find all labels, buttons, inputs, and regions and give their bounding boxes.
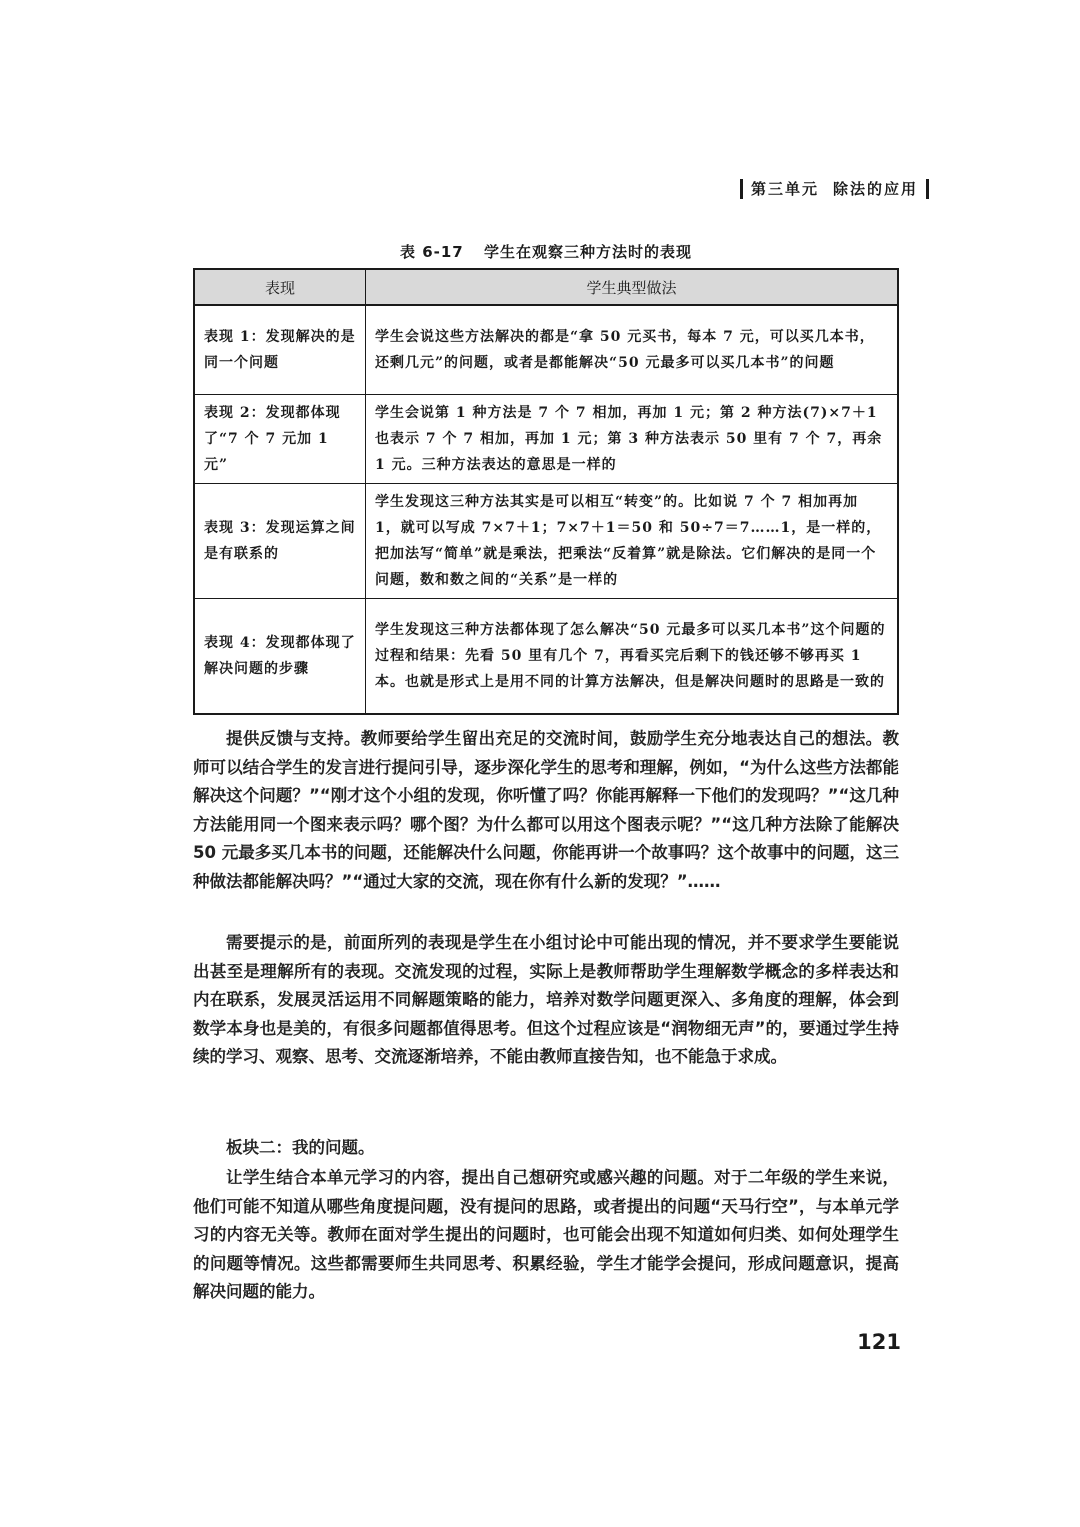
cell-performance: 表现 2：发现都体现了“7 个 7 元加 1 元” bbox=[194, 395, 366, 484]
table-row bbox=[194, 395, 898, 484]
performance-table bbox=[193, 268, 899, 715]
running-header bbox=[732, 178, 942, 199]
feedback-lead: 提供反馈与支持。 bbox=[226, 729, 361, 748]
feedback-paragraph bbox=[193, 725, 899, 897]
table-caption bbox=[193, 241, 899, 262]
table-header-row bbox=[194, 269, 898, 305]
cell-performance: 表现 4：发现都体现了解决问题的步骤 bbox=[194, 599, 366, 715]
note-paragraph bbox=[193, 929, 899, 1072]
table-row bbox=[194, 599, 898, 715]
cell-performance: 表现 3：发现运算之间是有联系的 bbox=[194, 484, 366, 599]
column-header-practice: 学生典型做法 bbox=[366, 269, 899, 305]
note-text: 需要提示的是，前面所列的表现是学生在小组讨论中可能出现的情况，并不要求学生要能说出甚至是理解所有的表现。交流发现的过程，实际上是教师帮助学生理解数学概念的多样表达和内在联系，发展灵活运用不同解题策略的能力，培养对数学问题更深入、多角度的理解，体会到数学本身也是美的，有很多问题都值得思考。但这个过程应该是“润物细无声”的，要通过学生持续的学习、观察、思考、交流逐渐培养，不能由教师直接告知，也不能急于求成。 bbox=[193, 933, 899, 1067]
header-title: 除法的应用 bbox=[833, 180, 919, 198]
header-bar-right bbox=[926, 179, 929, 199]
cell-practice: 学生发现这三种方法其实是可以相互“转变”的。比如说 7 个 7 相加再加 1，就可以写成 7×7＋1；7×7＋1＝50 和 50÷7＝7……1，是一样的，把加法写“简单”就是乘法，把乘法“反着算”就是除法。它们解决的是同一个问题，数和数之间的“关系”是一样的 bbox=[366, 484, 899, 599]
header-bar-left bbox=[740, 179, 743, 199]
cell-practice: 学生会说这些方法解决的都是“拿 50 元买书，每本 7 元，可以买几本书，还剩几元”的问题，或者是都能解决“50 元最多可以买几本书”的问题 bbox=[366, 305, 899, 395]
table-row bbox=[194, 484, 898, 599]
table-caption-title: 学生在观察三种方法时的表现 bbox=[483, 243, 692, 261]
cell-performance: 表现 1：发现解决的是同一个问题 bbox=[194, 305, 366, 395]
cell-practice: 学生会说第 1 种方法是 7 个 7 相加，再加 1 元；第 2 种方法(7)×7＋1 也表示 7 个 7 相加，再加 1 元；第 3 种方法表示 50 里有 7 个 7，再余 1 元。三种方法表达的意思是一样的 bbox=[366, 395, 899, 484]
cell-practice: 学生发现这三种方法都体现了怎么解决“50 元最多可以买几本书”这个问题的过程和结果：先看 50 里有几个 7，再看买完后剩下的钱还够不够再买 1 本。也就是形式上是用不同的计算方法解决，但是解决问题时的思路是一致的 bbox=[366, 599, 899, 715]
section-body-text: 让学生结合本单元学习的内容，提出自己想研究或感兴趣的问题。对于二年级的学生来说，他们可能不知道从哪些角度提问题，没有提问的思路，或者提出的问题“天马行空”，与本单元学习的内容无关等。教师在面对学生提出的问题时，也可能会出现不知道如何归类、如何处理学生的问题等情况。这些都需要师生共同思考、积累经验，学生才能学会提问，形成问题意识，提高解决问题的能力。 bbox=[193, 1168, 899, 1302]
feedback-body: 教师要给学生留出充足的交流时间，鼓励学生充分地表达自己的想法。教师可以结合学生的发言进行提问引导，逐步深化学生的思考和理解，例如，“为什么这些方法都能解决这个问题？”“刚才这个小组的发现，你听懂了吗？你能再解释一下他们的发现吗？”“这几种方法能用同一个图来表示吗？哪个图？为什么都可以用这个图表示呢？”“这几种方法除了能解决 50 元最多买几本书的问题，还能解决什么问题，你能再讲一个故事吗？这个故事中的问题，这三种做法都能解决吗？”“通过大家的交流，现在你有什么新的发现？”…… bbox=[193, 729, 900, 891]
section-title-text: 板块二：我的问题。 bbox=[226, 1138, 375, 1157]
table-row bbox=[194, 305, 898, 395]
header-unit: 第三单元 bbox=[751, 180, 820, 198]
section-body-paragraph bbox=[193, 1164, 899, 1307]
section-title bbox=[193, 1134, 899, 1163]
page-number: 121 bbox=[857, 1330, 901, 1354]
table-caption-number: 表 6-17 bbox=[399, 243, 464, 261]
column-header-performance: 表现 bbox=[194, 269, 366, 305]
